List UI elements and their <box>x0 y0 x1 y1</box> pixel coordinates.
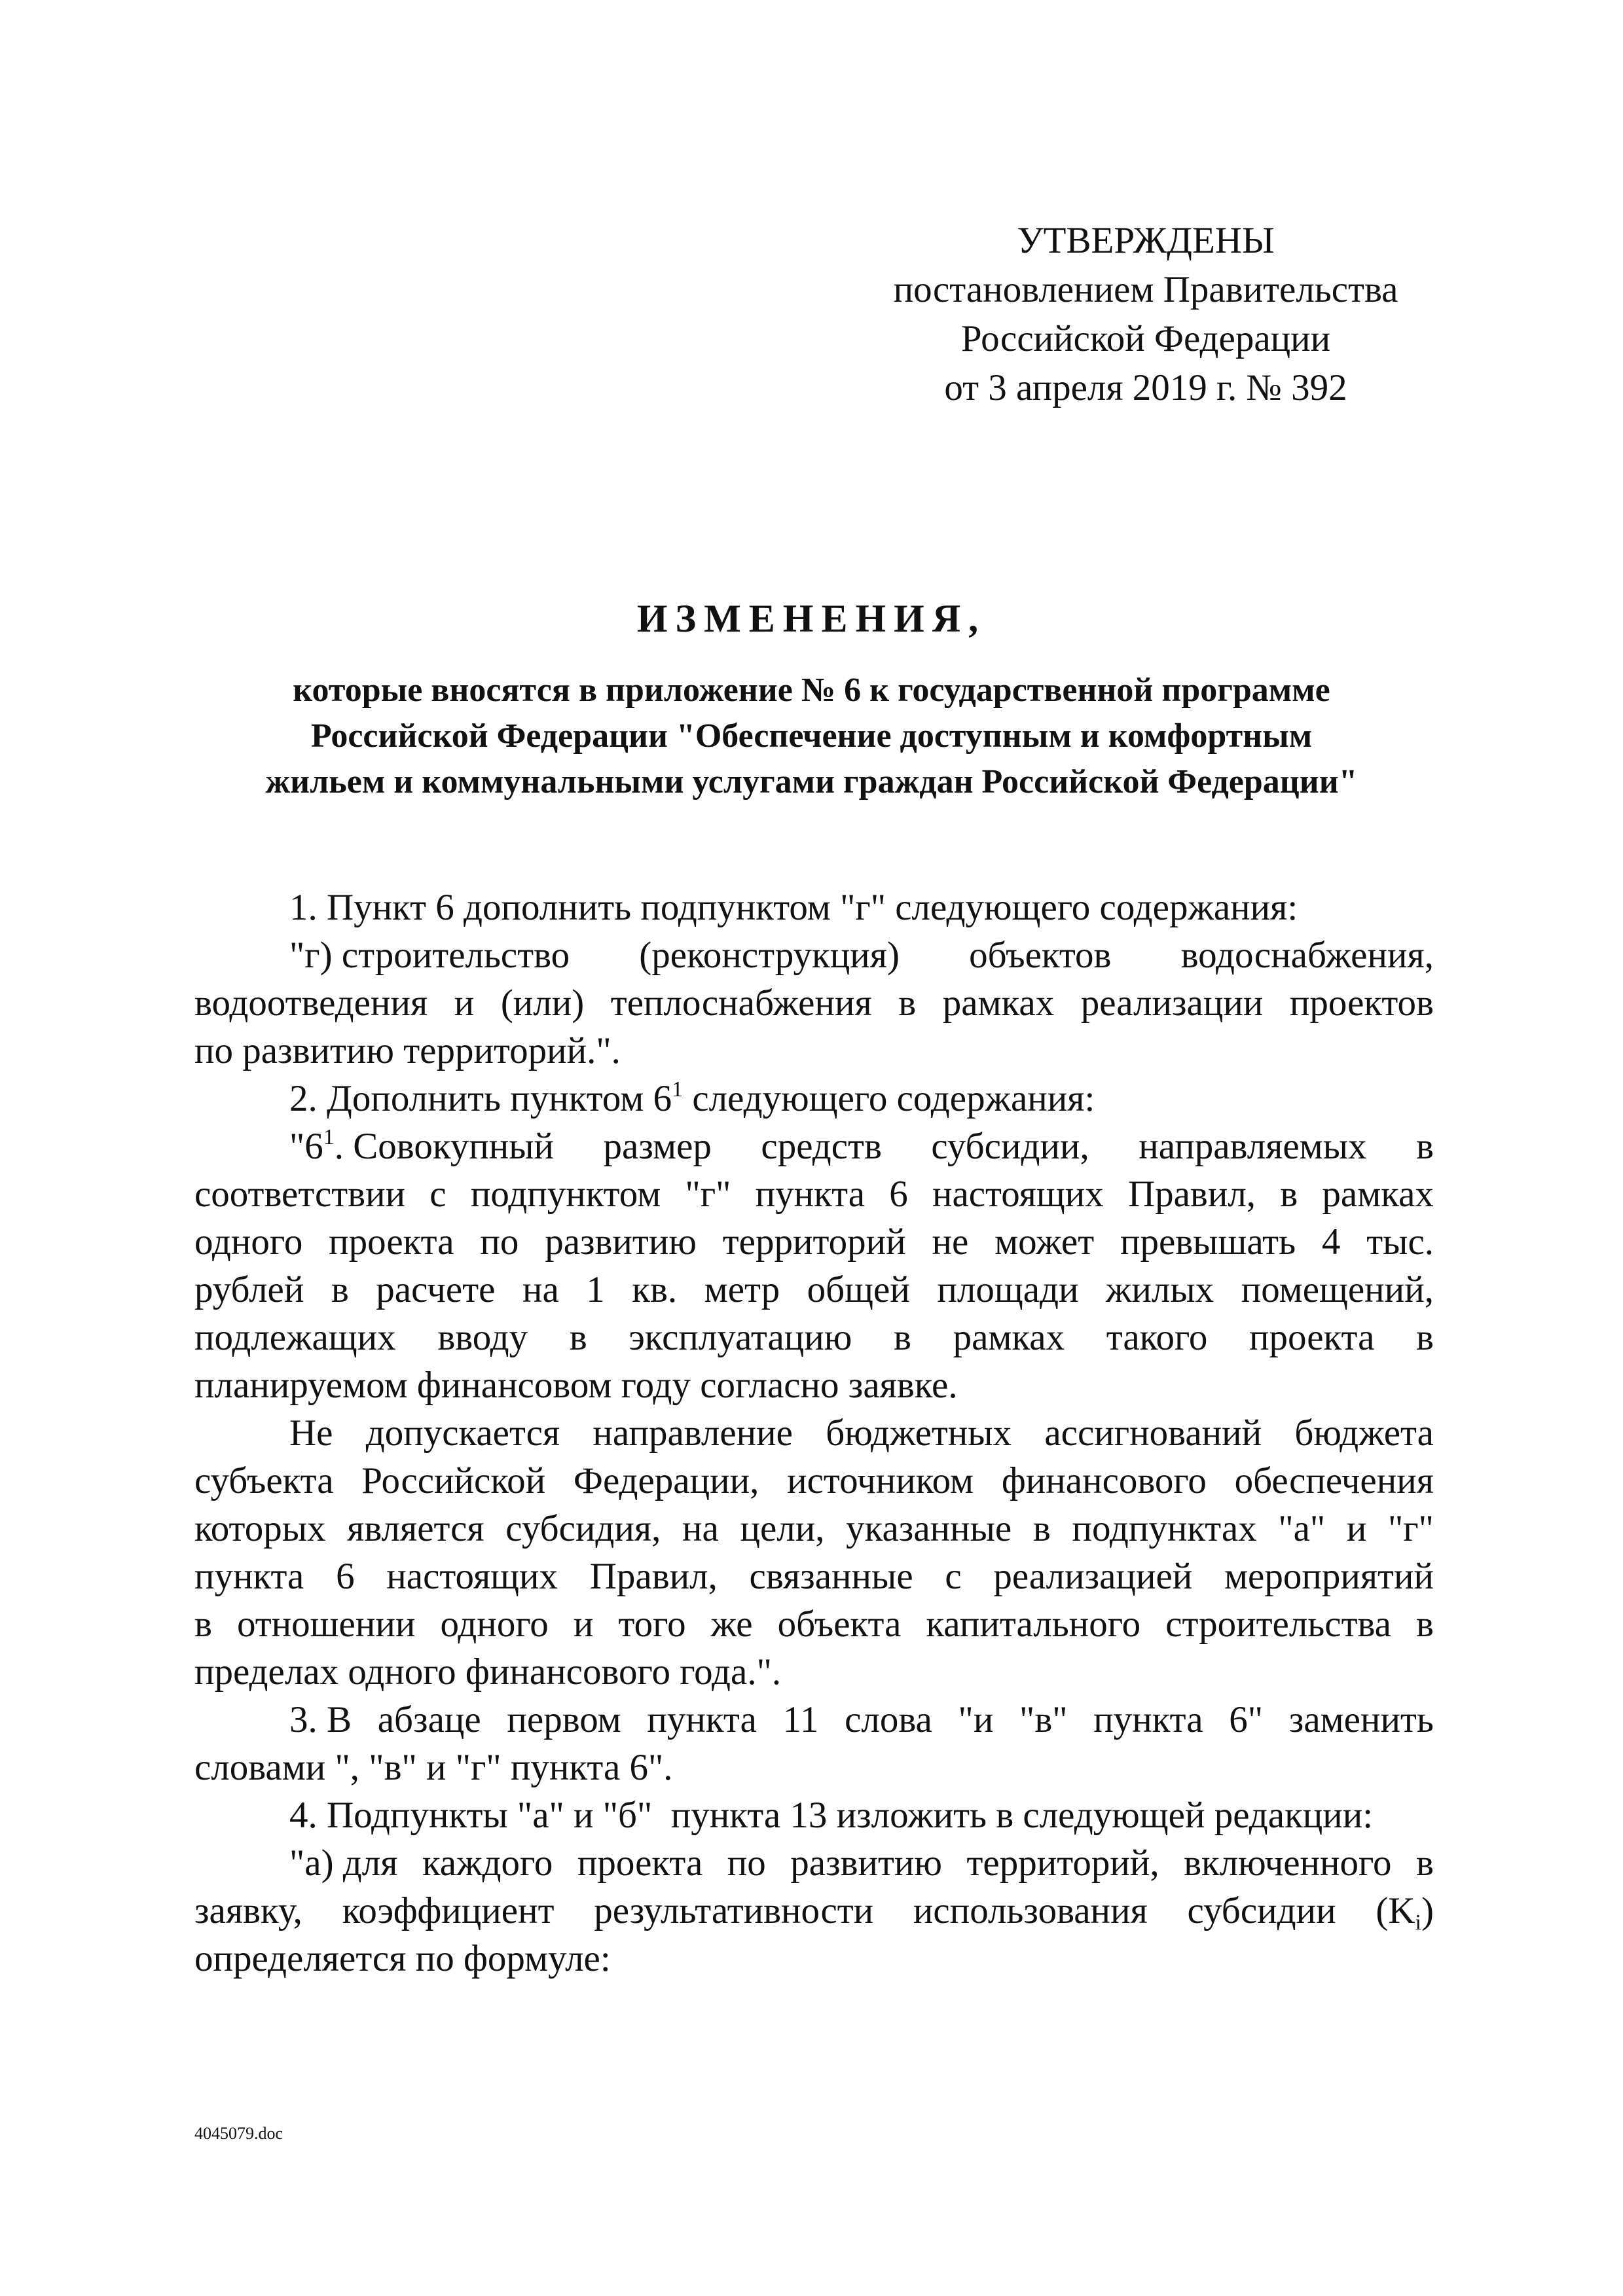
word: связанные <box>749 1556 913 1597</box>
text: пределах одного финансового года.". <box>194 1651 782 1693</box>
paragraph-line <box>194 1027 1434 1075</box>
word: 4 <box>1321 1221 1341 1263</box>
word: жилых <box>1106 1269 1214 1310</box>
word: финансового <box>1001 1460 1207 1501</box>
word: слова <box>845 1699 932 1740</box>
word: (или) <box>500 982 585 1024</box>
text: 4. Подпункты "а" и "б" пункта 13 изложить в следующей редакции: <box>289 1795 1374 1836</box>
word: в <box>1416 1126 1434 1167</box>
word: коэффициент <box>342 1890 555 1931</box>
word: отношении <box>237 1604 416 1645</box>
word: кв. <box>632 1269 678 1310</box>
paragraph-line <box>194 1839 1434 1887</box>
word: субсидии <box>1187 1890 1336 1931</box>
paragraph-line <box>194 1505 1434 1552</box>
paragraph-line <box>194 1696 1434 1744</box>
word: территорий <box>722 1221 906 1263</box>
word: пункта <box>194 1556 304 1597</box>
paragraph-line <box>194 1887 1434 1935</box>
word: "и <box>958 1699 994 1740</box>
word: 6" <box>1229 1699 1264 1740</box>
paragraph-line <box>194 1600 1434 1648</box>
paragraph-line <box>194 1170 1434 1218</box>
word: "в" <box>1019 1699 1068 1740</box>
formula-symbol: $(K_i)$ <box>1376 1890 1434 1935</box>
word: реализацией <box>993 1556 1193 1597</box>
word: субсидии, <box>931 1126 1089 1167</box>
paragraph-line <box>194 1361 1434 1409</box>
word: превышать <box>1120 1221 1296 1263</box>
word: "а) для <box>289 1842 398 1884</box>
word: подлежащих <box>194 1317 396 1358</box>
word: капитального <box>926 1604 1141 1645</box>
word: проектов <box>1289 982 1434 1024</box>
approval-block <box>838 216 1453 412</box>
word: с <box>945 1556 962 1597</box>
word: и <box>573 1604 594 1645</box>
document-subtitle <box>0 668 1623 805</box>
paragraph-line <box>194 931 1434 979</box>
paragraph-line <box>194 1552 1434 1600</box>
paragraph-line <box>194 1218 1434 1266</box>
word: помещений, <box>1241 1269 1434 1310</box>
word: (реконструкция) <box>639 935 900 976</box>
paragraph-line <box>194 1457 1434 1505</box>
word: рамках <box>942 982 1055 1024</box>
word: такого <box>1106 1317 1208 1358</box>
word: "г" <box>1388 1508 1434 1549</box>
paragraph-line <box>194 979 1434 1027</box>
word: Федерации, <box>573 1460 759 1501</box>
word: "а" <box>1278 1508 1326 1549</box>
word: проекта <box>1249 1317 1375 1358</box>
word: рамках <box>1322 1174 1434 1215</box>
word: размер <box>603 1126 712 1167</box>
approval-date-number: от 3 апреля 2019 г. № 392 <box>944 367 1347 408</box>
word: развитию <box>545 1221 697 1263</box>
word: объектов <box>969 935 1112 976</box>
document-body <box>194 884 1434 1982</box>
word: территорий, <box>966 1842 1159 1884</box>
word: водоснабжения, <box>1180 935 1434 976</box>
word: в <box>569 1317 587 1358</box>
word: в <box>194 1604 212 1645</box>
word: "г" <box>685 1174 731 1215</box>
paragraph-line <box>194 1791 1434 1839</box>
word: направляемых <box>1139 1126 1367 1167</box>
paragraph-line <box>194 1314 1434 1361</box>
word: "г) строительство <box>289 935 570 976</box>
word: рублей <box>194 1269 304 1310</box>
approval-line: Российской Федерации <box>960 318 1331 359</box>
word: пункта <box>1093 1699 1203 1740</box>
word: развитию <box>790 1842 942 1884</box>
word: по <box>480 1221 519 1263</box>
word: тыс. <box>1366 1221 1434 1263</box>
word: 3. В <box>289 1699 352 1740</box>
subtitle-line: жильем и коммунальными услугами граждан Российской Федерации" <box>265 763 1358 800</box>
word: Не <box>289 1412 333 1454</box>
word: подпунктах <box>1072 1508 1257 1549</box>
word: цели, <box>740 1508 825 1549</box>
word: обеспечения <box>1234 1460 1434 1501</box>
word: в <box>1032 1508 1051 1549</box>
subtitle-line: Российской Федерации "Обеспечение доступным и комфортным <box>310 717 1313 755</box>
word: водоотведения <box>194 982 428 1024</box>
word: того <box>618 1604 686 1645</box>
word: является <box>347 1508 484 1549</box>
text: планируемом финансовом году согласно заявке. <box>194 1365 958 1406</box>
word: пункта <box>647 1699 757 1740</box>
word: 6 <box>336 1556 355 1597</box>
word: пункта <box>755 1174 866 1215</box>
word: же <box>710 1604 753 1645</box>
word: общей <box>807 1269 910 1310</box>
word: в <box>1416 1604 1434 1645</box>
word: одного <box>194 1221 303 1263</box>
word: бюджета <box>1294 1412 1434 1454</box>
word: проекта <box>577 1842 703 1884</box>
word: вводу <box>437 1317 528 1358</box>
word: первом <box>507 1699 621 1740</box>
word: субсидия, <box>505 1508 661 1549</box>
word: в <box>894 1317 911 1358</box>
word: в <box>1416 1842 1434 1884</box>
word: объекта <box>777 1604 902 1645</box>
word: субъекта <box>194 1460 334 1501</box>
paragraph-line <box>194 884 1434 931</box>
word: не <box>932 1221 969 1263</box>
text: 2. Дополнить пунктом $6^1$ следующего содержания: <box>289 1077 1095 1119</box>
paragraph-line <box>194 1648 1434 1696</box>
word: использования <box>913 1890 1148 1931</box>
text: "$6^1$. Совокупный <box>289 1125 555 1167</box>
word: настоящих <box>386 1556 558 1597</box>
word: 1 <box>586 1269 605 1310</box>
paragraph-line <box>194 1409 1434 1457</box>
word: направление <box>593 1412 793 1454</box>
word: по <box>727 1842 766 1884</box>
word: Правил, <box>589 1556 718 1597</box>
word: 11 <box>782 1699 819 1740</box>
word: Правил, <box>1127 1174 1256 1215</box>
word: с <box>429 1174 447 1215</box>
word: рамках <box>953 1317 1065 1358</box>
footer-doc-id: 4045079.doc <box>194 2124 283 2143</box>
word: теплоснабжения <box>610 982 872 1024</box>
text: 1. Пункт 6 дополнить подпунктом "г" следующего содержания: <box>289 887 1298 928</box>
word: площади <box>937 1269 1079 1310</box>
word: каждого <box>422 1842 553 1884</box>
word: средств <box>761 1126 882 1167</box>
word: строительства <box>1165 1604 1391 1645</box>
paragraph-line <box>194 1075 1434 1122</box>
word: результативности <box>594 1890 874 1931</box>
word: одного <box>440 1604 549 1645</box>
approval-title: УТВЕРЖДЕНЫ <box>1017 220 1275 261</box>
word: мероприятий <box>1224 1556 1434 1597</box>
word: заменить <box>1288 1699 1434 1740</box>
word: которых <box>194 1508 326 1549</box>
word: 6 <box>889 1174 908 1215</box>
text: словами ", "в" и "г" пункта 6". <box>194 1747 673 1788</box>
word: абзаце <box>377 1699 481 1740</box>
paragraph-line <box>194 1266 1434 1314</box>
paragraph-line <box>194 1122 1434 1170</box>
text: определяется по формуле: <box>194 1938 611 1979</box>
word: может <box>994 1221 1095 1263</box>
word: и <box>1346 1508 1367 1549</box>
word: и <box>454 982 475 1024</box>
word: бюджетных <box>826 1412 1012 1454</box>
word: источником <box>787 1460 974 1501</box>
word: заявку, <box>194 1890 302 1931</box>
word: реализации <box>1080 982 1264 1024</box>
paragraph-line <box>194 1935 1434 1982</box>
word: Российской <box>361 1460 546 1501</box>
word: допускается <box>365 1412 560 1454</box>
word: проекта <box>329 1221 454 1263</box>
word: в <box>1416 1317 1434 1358</box>
word: в <box>898 982 917 1024</box>
text: по развитию территорий.". <box>194 1030 621 1071</box>
document-title: ИЗМЕНЕНИЯ, <box>636 597 987 640</box>
word: в <box>1280 1174 1298 1215</box>
subtitle-line: которые вносятся в приложение № 6 к государственной программе <box>293 672 1330 709</box>
word: соответствии <box>194 1174 406 1215</box>
word: в <box>331 1269 349 1310</box>
word: подпунктом <box>470 1174 661 1215</box>
word: расчете <box>376 1269 496 1310</box>
word: на <box>682 1508 719 1549</box>
paragraph-line <box>194 1744 1434 1791</box>
word: настоящих <box>932 1174 1104 1215</box>
approval-line: постановлением Правительства <box>893 269 1398 310</box>
word: указанные <box>846 1508 1012 1549</box>
word: эксплуатацию <box>629 1317 852 1358</box>
word: включенного <box>1184 1842 1392 1884</box>
word: на <box>522 1269 559 1310</box>
word: метр <box>704 1269 780 1310</box>
word: ассигнований <box>1044 1412 1262 1454</box>
